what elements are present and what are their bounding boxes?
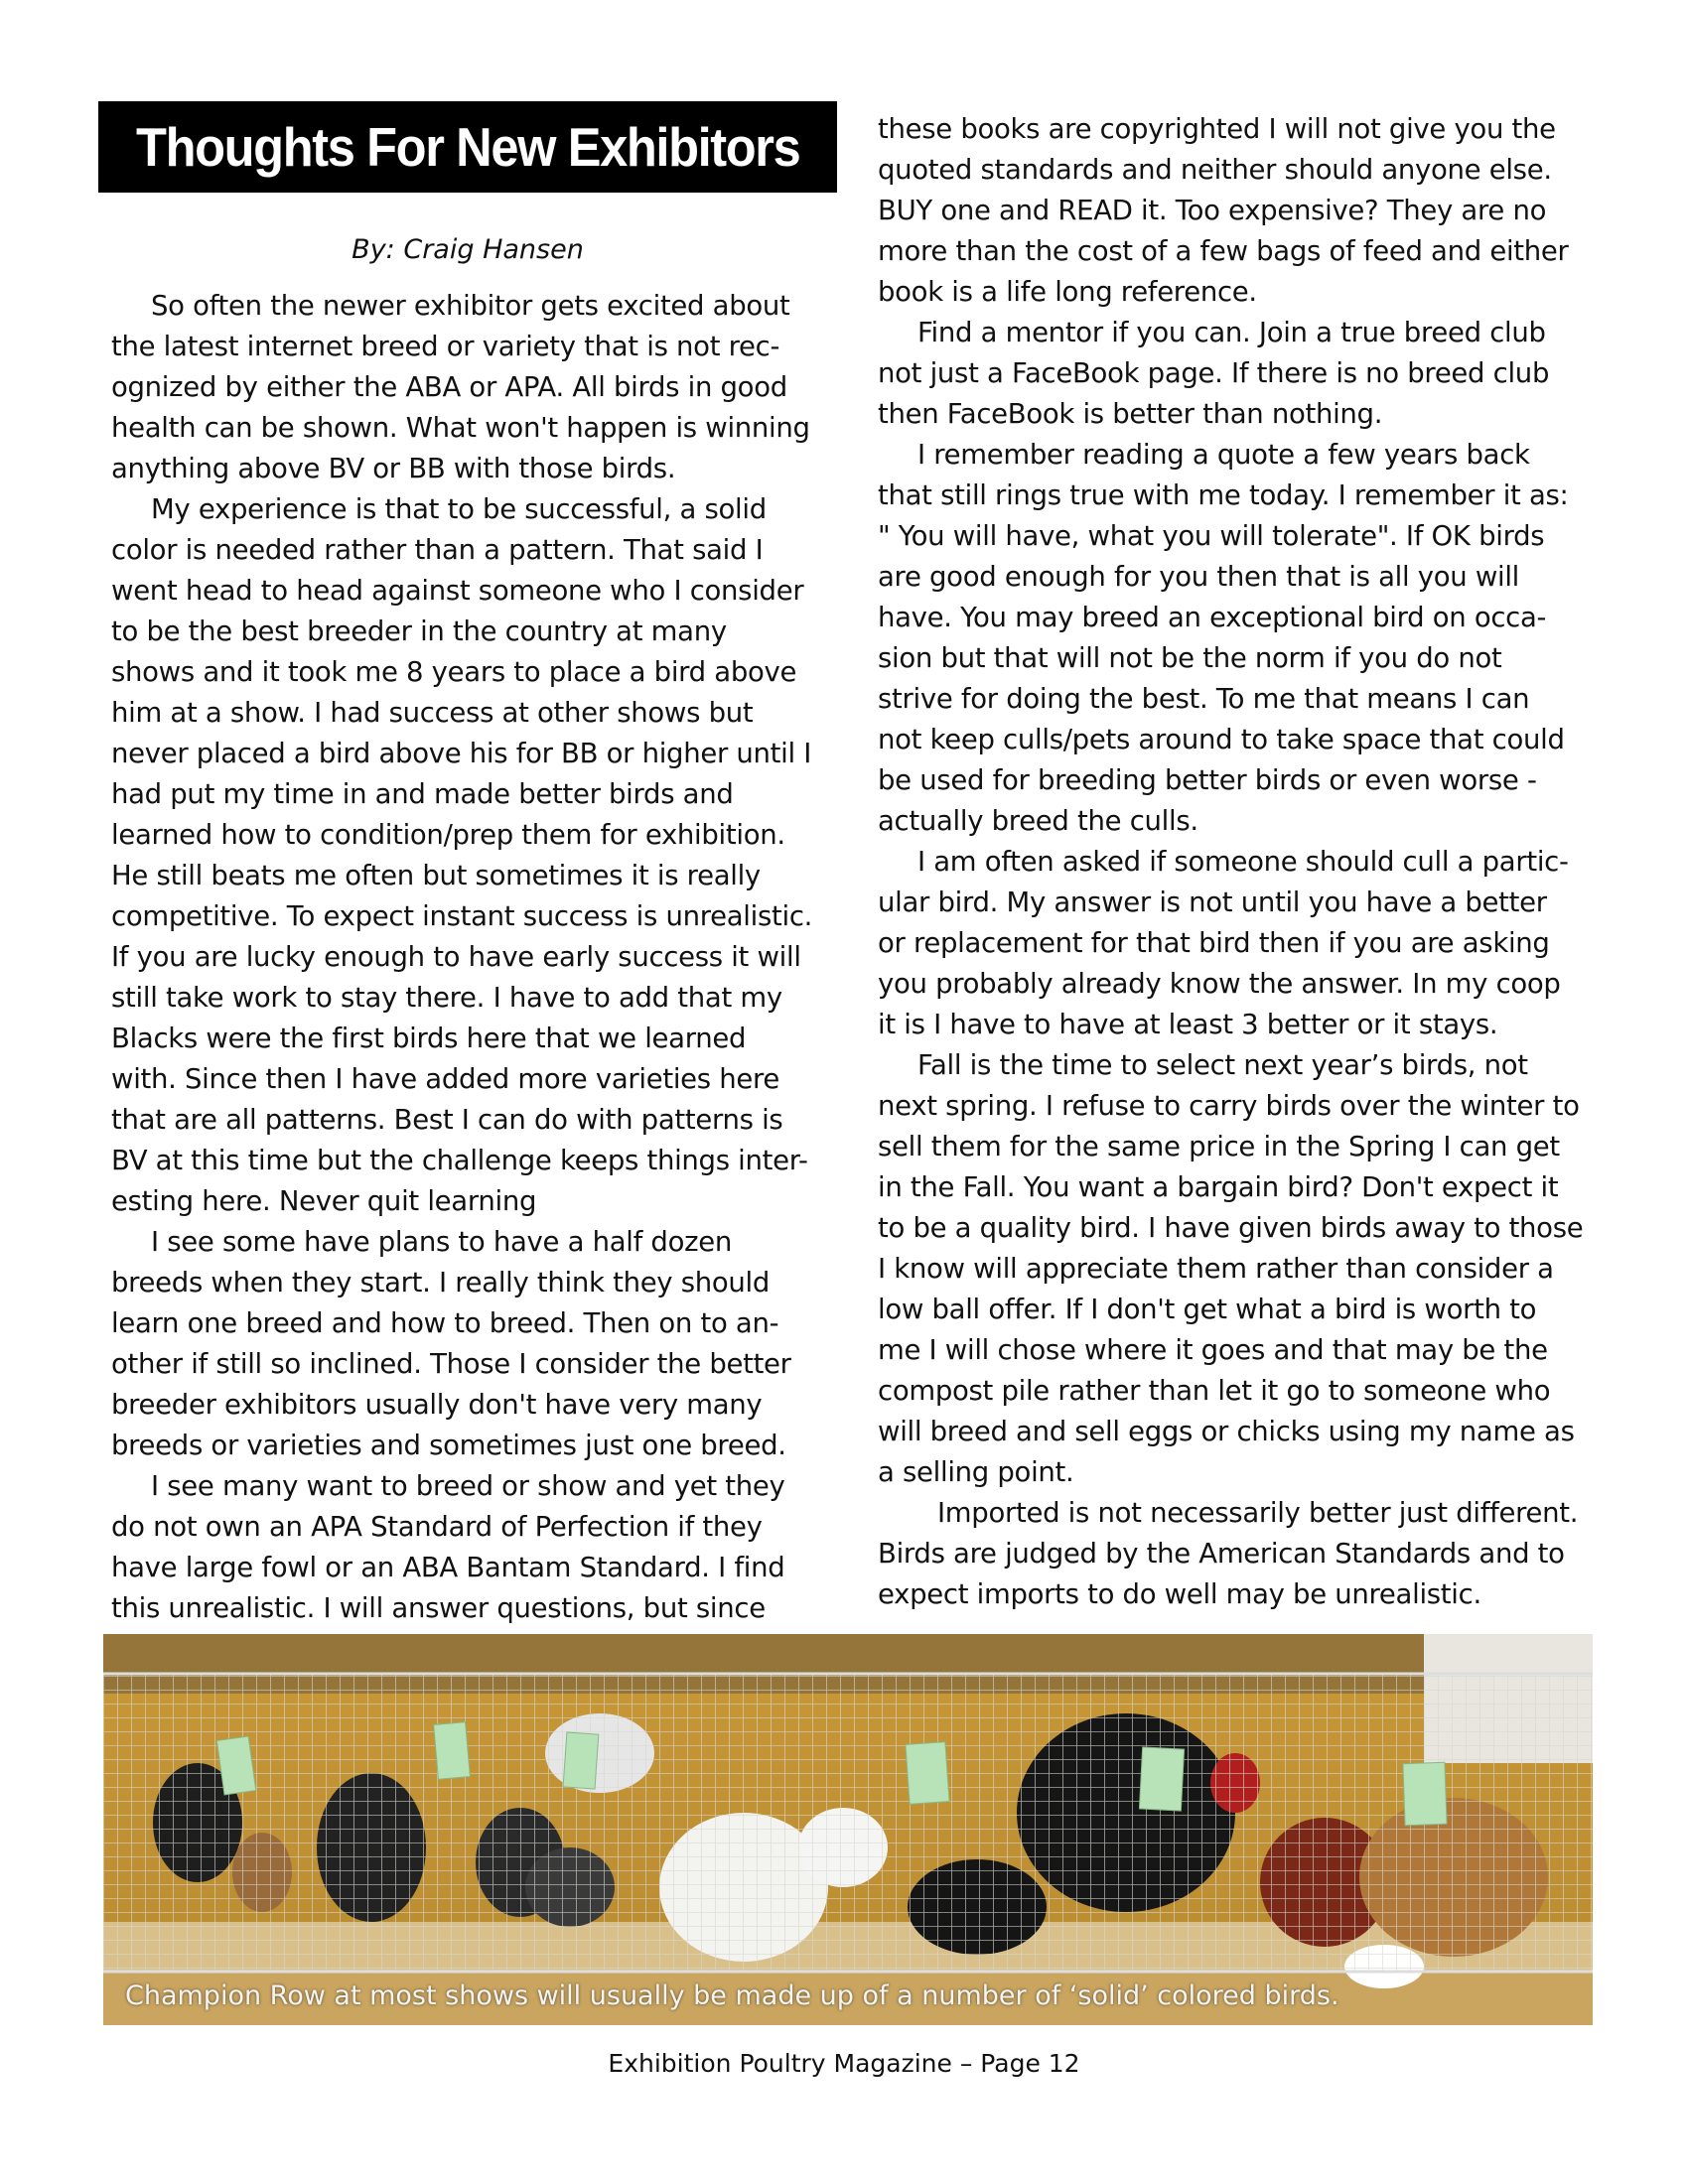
text-line: then FaceBook is better than nothing. [878,398,1383,430]
text-line: I see many want to breed or show and yet they [151,1470,785,1502]
text-line: learn one breed and how to breed. Then on to an- [111,1307,779,1339]
text-line: more than the cost of a few bags of feed and either [878,235,1569,267]
text-line: never placed a bird above his for BB or higher until I [111,738,812,769]
text-line: are good enough for you then that is all you will [878,561,1520,593]
text-line: I remember reading a quote a few years back [917,439,1530,471]
text-line: Fall is the time to select next year’s birds, not [917,1049,1528,1081]
text-line: that are all patterns. Best I can do with patterns is [111,1104,783,1136]
text-line: I see some have plans to have a half dozen [151,1226,732,1258]
text-line: with. Since then I have added more varieties here [111,1063,780,1095]
text-line: Blacks were the first birds here that we learned [111,1023,747,1054]
text-line: or replacement for that bird then if you are asking [878,927,1550,959]
title-banner [98,101,837,193]
text-line: I am often asked if someone should cull a partic- [917,846,1569,878]
text-line: low ball offer. If I don't get what a bird is worth to [878,1294,1537,1325]
text-line: strive for doing the best. To me that means I can [878,683,1530,715]
text-line: So often the newer exhibitor gets excited about [151,290,790,322]
text-line: have. You may breed an exceptional bird on occa- [878,602,1547,633]
page-footer: Exhibition Poultry Magazine – Page 12 [608,2049,1080,2078]
text-line: book is a life long reference. [878,276,1257,308]
text-line: sion but that will not be the norm if you do not [878,642,1502,674]
right-column [878,109,1588,1615]
text-line: BV at this time but the challenge keeps things inter- [111,1145,808,1176]
left-column [111,286,826,1629]
text-line: competitive. To expect instant success is unrealistic. [111,900,813,932]
text-line: not keep culls/pets around to take space that could [878,724,1565,755]
text-line: still take work to stay there. I have to add that my [111,982,782,1014]
text-line: breeder exhibitors usually don't have very many [111,1389,763,1421]
text-line: that still rings true with me today. I remember it as: [878,479,1569,511]
text-line: expect imports to do well may be unrealistic. [878,1578,1481,1610]
text-line: other if still so inclined. Those I consider the better [111,1348,791,1380]
text-line: Find a mentor if you can. Join a true breed club [917,317,1546,348]
text-line: went head to head against someone who I consider [111,575,804,607]
photo-illustration [103,1634,1593,2025]
text-line: you probably already know the answer. In my coop [878,968,1561,1000]
text-line: actually breed the culls. [878,805,1198,837]
text-line: have large fowl or an ABA Bantam Standard. I find [111,1552,785,1583]
champion-row-photo [103,1634,1593,2025]
text-line: " You will have, what you will tolerate". If OK birds [878,520,1545,552]
text-line: esting here. Never quit learning [111,1185,537,1217]
text-line: to be a quality bird. I have given birds away to those [878,1212,1584,1244]
text-line: learned how to condition/prep them for exhibition. [111,819,785,851]
text-line: me I will chose where it goes and that may be the [878,1334,1548,1366]
text-line: a selling point. [878,1456,1074,1488]
text-line: ular bird. My answer is not until you have a better [878,887,1547,918]
text-line: it is I have to have at least 3 better or it stays. [878,1009,1498,1040]
text-line: him at a show. I had success at other shows but [111,697,754,729]
text-line: in the Fall. You want a bargain bird? Don't expect it [878,1171,1559,1203]
text-line: not just a FaceBook page. If there is no breed club [878,357,1550,389]
text-line: sell them for the same price in the Spring I can get [878,1131,1560,1162]
text-line: If you are lucky enough to have early success it will [111,941,801,973]
text-line: I know will appreciate them rather than consider a [878,1253,1554,1285]
text-line: to be the best breeder in the country at many [111,615,727,647]
photo-caption: Champion Row at most shows will usually be made up of a number of ‘solid’ colored birds. [125,1980,1339,2011]
text-line: BUY one and READ it. Too expensive? They are no [878,195,1547,226]
text-line: this unrealistic. I will answer questions, but since [111,1592,766,1624]
text-line: My experience is that to be successful, a solid [151,493,767,525]
text-line: these books are copyrighted I will not give you the [878,113,1556,145]
text-line: breeds or varieties and sometimes just one breed. [111,1430,786,1461]
text-line: anything above BV or BB with those birds. [111,453,676,484]
text-line: next spring. I refuse to carry birds over the winter to [878,1090,1580,1122]
text-line: do not own an APA Standard of Perfection if they [111,1511,763,1543]
text-line: quoted standards and neither should anyone else. [878,154,1552,186]
text-line: had put my time in and made better birds and [111,778,734,810]
text-line: will breed and sell eggs or chicks using my name as [878,1416,1575,1447]
byline: By: Craig Hansen [352,234,584,265]
text-line: health can be shown. What won't happen is winning [111,412,810,444]
text-line: shows and it took me 8 years to place a bird above [111,656,797,688]
text-line: compost pile rather than let it go to someone who [878,1375,1551,1407]
text-line: color is needed rather than a pattern. That said I [111,534,764,566]
text-line: ognized by either the ABA or APA. All birds in good [111,371,787,403]
text-line: breeds when they start. I really think they should [111,1267,771,1298]
text-line: the latest internet breed or variety that is not rec- [111,331,780,362]
text-line: Birds are judged by the American Standards and to [878,1538,1565,1570]
article-title: Thoughts For New Exhibitors [135,116,800,178]
text-line: Imported is not necessarily better just different. [937,1497,1579,1529]
text-line: He still beats me often but sometimes it is really [111,860,761,891]
text-line: be used for breeding better birds or even worse - [878,764,1537,796]
